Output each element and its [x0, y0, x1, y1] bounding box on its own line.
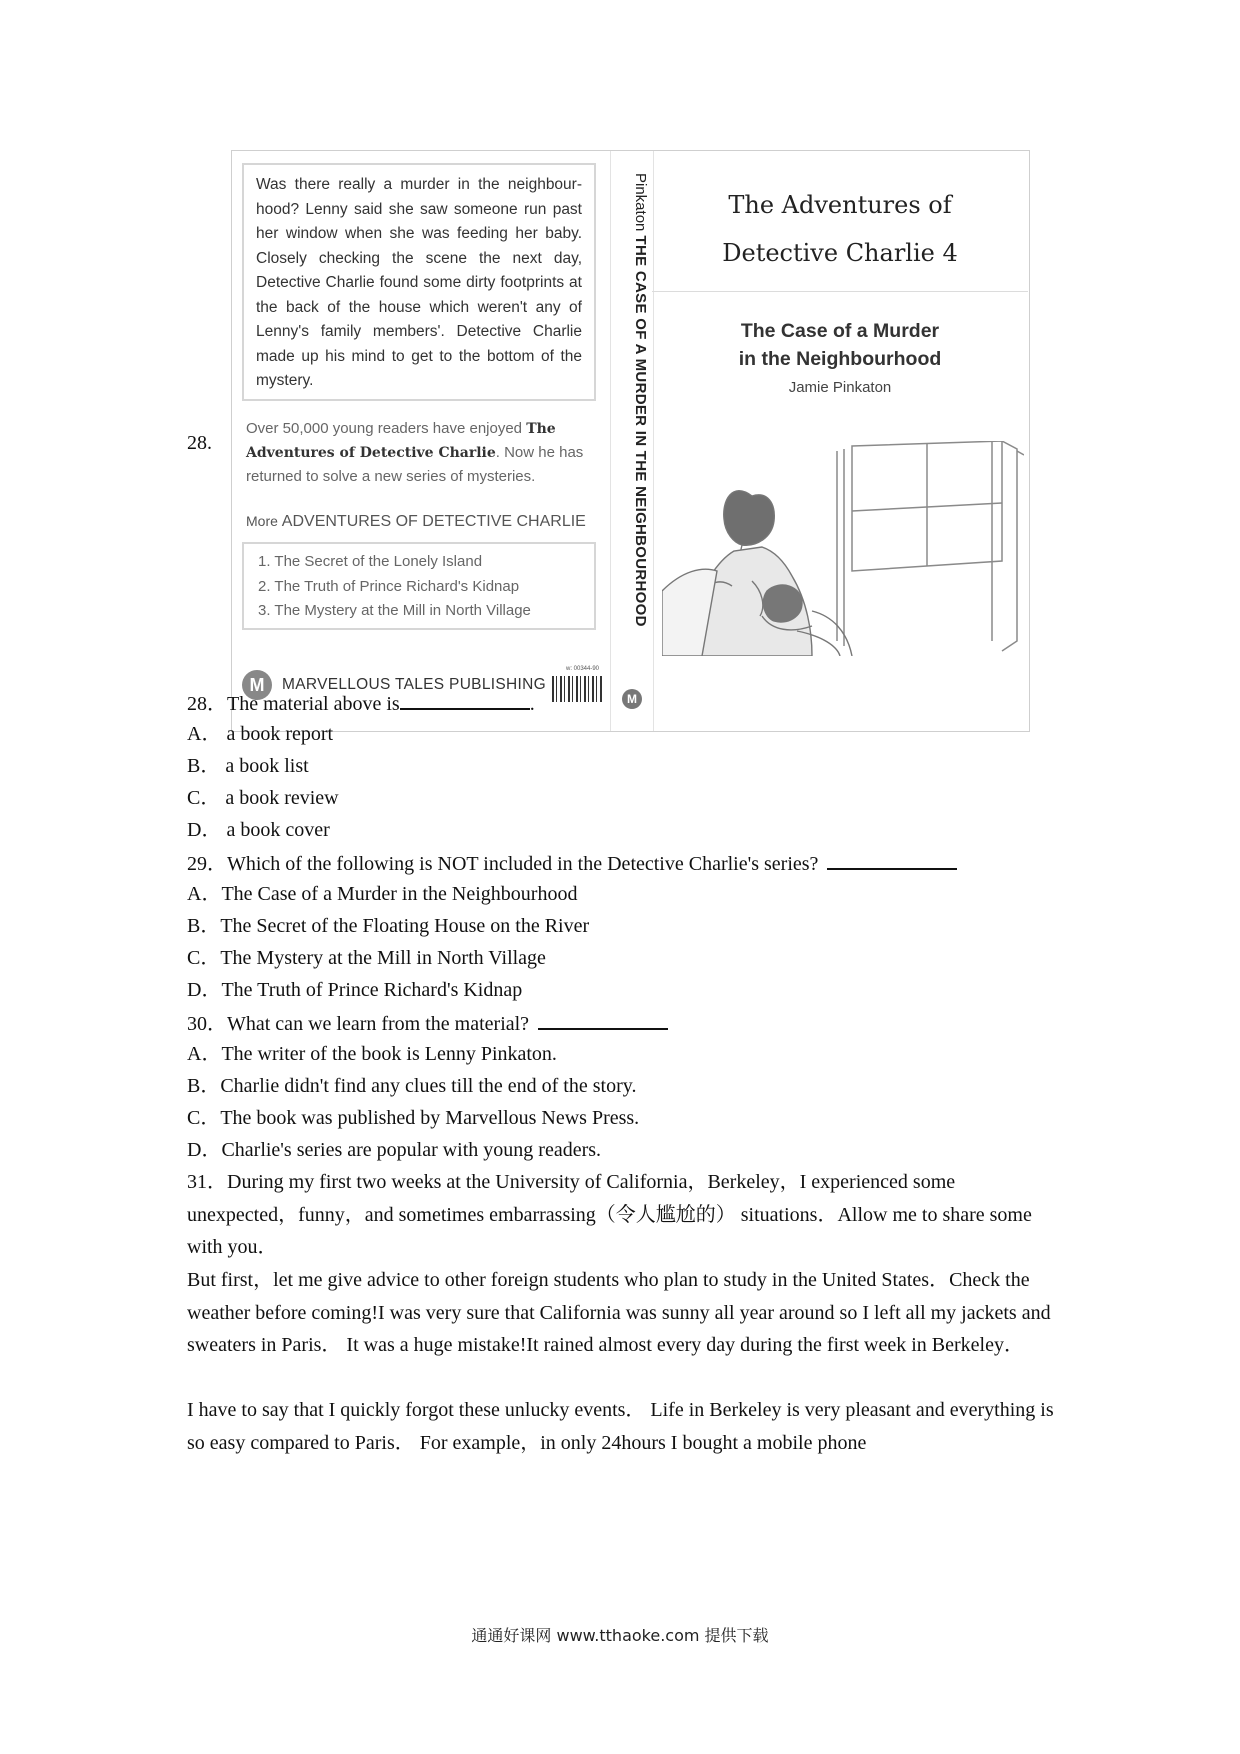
passage-paragraph-2: But first，let me give advice to other foreign students who plan to study in the United States．Check the weather before coming!I was very sure that California was sunny all year around so I left all my jackets and sweaters in Paris． It was a huge mistake!It rained almost every day during the first week in Berkeley．: [187, 1269, 1051, 1356]
option-28-a: A． a book report: [187, 723, 334, 745]
barcode-icon: [552, 666, 602, 704]
book-title-line: The Case of a Murder: [740, 320, 940, 342]
question-30-stem: [187, 1010, 668, 1036]
spine-text: [632, 173, 649, 627]
answer-blank: [827, 850, 957, 870]
list-item: 1. The Secret of the Lonely Island: [258, 553, 483, 570]
praise-suffix: . Now he has returned to solve a new series of mysteries.: [246, 444, 584, 485]
series-title: [652, 181, 1028, 277]
book-cover-figure: [231, 150, 1030, 732]
book-author: Jamie Pinkaton: [788, 379, 892, 396]
more-series: ADVENTURES OF DETECTIVE CHARLIE: [281, 513, 586, 530]
more-adventures-heading: [246, 513, 586, 531]
question-29-stem: [187, 850, 957, 876]
back-cover: [232, 151, 610, 731]
spine-author: Pinkaton: [632, 173, 649, 232]
option-28-c: C． a book review: [187, 787, 339, 809]
more-adventures-list: [242, 542, 596, 630]
answer-blank: [538, 1010, 668, 1030]
woman-holding-baby-by-window-illustration: [662, 441, 1024, 656]
question-end-punct: .: [529, 693, 535, 715]
question-stem-text: 29．Which of the following is NOT included in the Detective Charlie's series?: [187, 853, 824, 875]
option-29-b: B．The Secret of the Floating House on the River: [187, 915, 590, 937]
series-title-line: The Adventures of: [728, 191, 952, 219]
question-28-stem: [187, 690, 535, 716]
more-prefix: More: [246, 513, 282, 529]
book-title-line: in the Neighbourhood: [738, 348, 942, 370]
option-29-c: C．The Mystery at the Mill in North Village: [187, 947, 546, 969]
publisher-name: MARVELLOUS TALES PUBLISHING: [282, 676, 546, 693]
publisher-logo-icon: M: [242, 670, 272, 700]
option-29-a: A．The Case of a Murder in the Neighbourhood: [187, 883, 578, 905]
option-28-b: B． a book list: [187, 755, 309, 777]
list-item: 2. The Truth of Prince Richard's Kidnap: [258, 577, 520, 595]
answer-blank: [400, 690, 530, 710]
option-30-b: B．Charlie didn't find any clues till the end of the story.: [187, 1075, 637, 1097]
passage-paragraph-1: 31．During my first two weeks at the University of California，Berkeley，I experienced some unexpected，funny，and sometimes embarrassing（令人尴尬的） situations．Allow me to share some with you．: [187, 1171, 1032, 1258]
blurb-text: Was there really a murder in the neighbour-hood? Lenny said she saw someone run past her window when she was feeding her baby. Closely checking the scene the next day, Detective Charlie found some dirty footprints at the back of the house which weren't any of Lenny's family members'. Detective Charlie made up his mind to get to the bottom of the mystery.: [242, 163, 596, 401]
page-footer: 通通好课网 www.tthaoke.com 提供下载: [471, 1626, 769, 1645]
question-stem-text: 28．The material above is: [187, 693, 400, 715]
option-30-c: C．The book was published by Marvellous News Press.: [187, 1107, 640, 1129]
spine-title: THE CASE OF A MURDER IN THE NEIGHBOURHOOD: [632, 235, 649, 627]
question-stem-text: 30．What can we learn from the material?: [187, 1013, 535, 1035]
book-spine: [610, 151, 654, 731]
book-title: [652, 317, 1028, 373]
option-28-d: D． a book cover: [187, 819, 330, 841]
figure-question-number: 28.: [187, 432, 212, 454]
barcode-bars: [552, 676, 602, 702]
list-item: 3. The Mystery at the Mill in North Village: [258, 602, 531, 619]
divider: [652, 291, 1028, 292]
option-30-a: A．The writer of the book is Lenny Pinkaton.: [187, 1043, 557, 1065]
option-29-d: D．The Truth of Prince Richard's Kidnap: [187, 979, 523, 1001]
passage-paragraph-3: I have to say that I quickly forgot these unlucky events． Life in Berkeley is very pleasant and everything is so easy compared to Paris． For example，in only 24hours I bought a mobile phone: [187, 1399, 1054, 1454]
spine-logo-icon: M: [622, 689, 642, 709]
option-30-d: D．Charlie's series are popular with young readers.: [187, 1139, 602, 1161]
series-title-line: Detective Charlie 4: [722, 239, 958, 267]
front-cover: [652, 151, 1028, 731]
praise-series: The Adventures of Detective Charlie: [246, 421, 556, 461]
praise-prefix: Over 50,000 young readers have enjoyed: [246, 420, 527, 437]
barcode-number: w: 00344-90: [566, 666, 600, 672]
praise-text: [246, 417, 606, 489]
